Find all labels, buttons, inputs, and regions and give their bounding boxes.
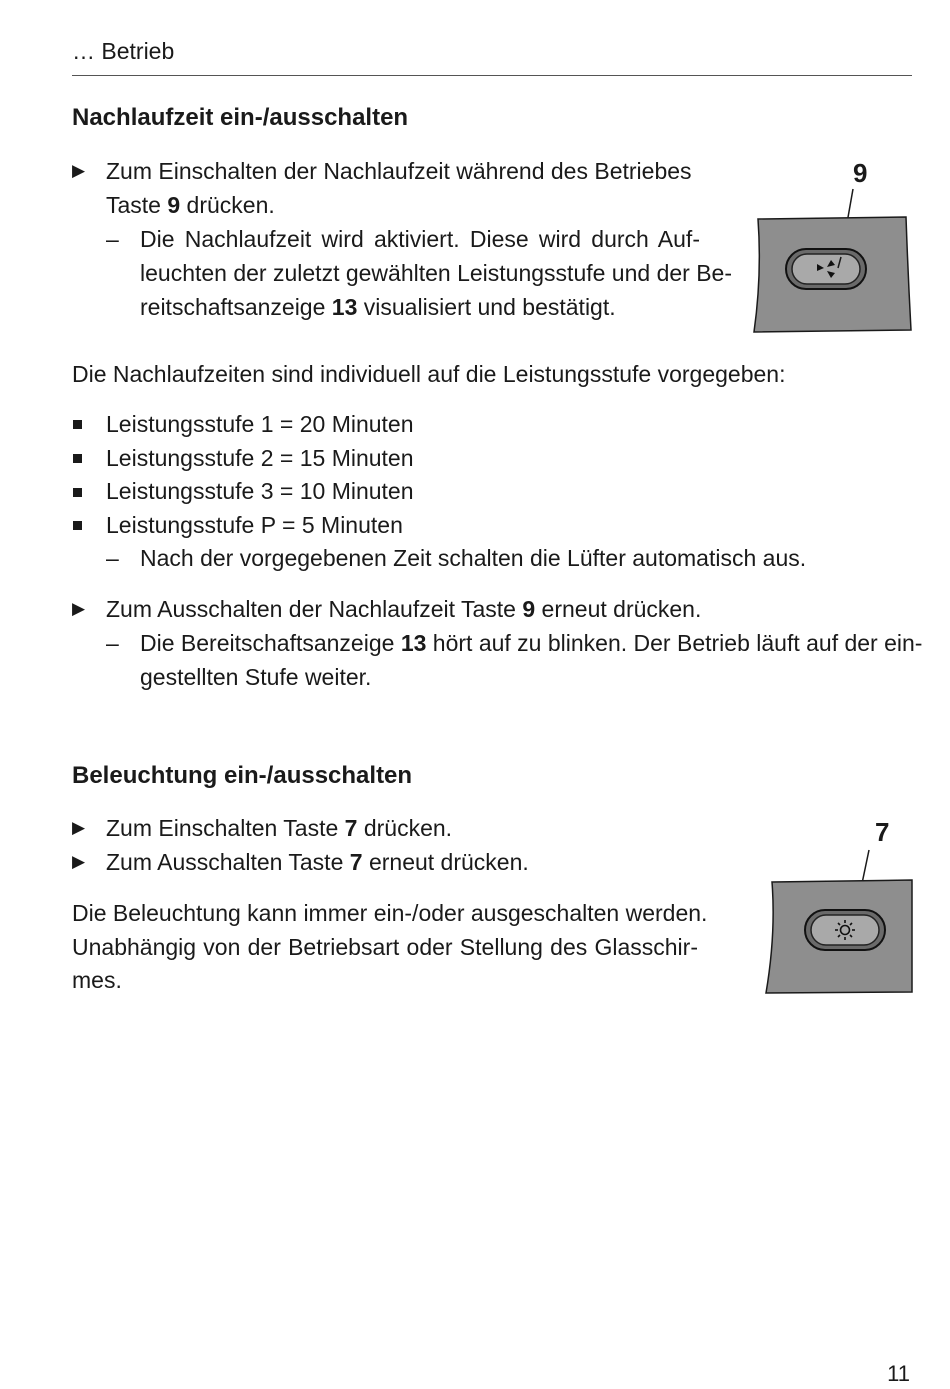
step-arrow-icon: ▶ — [72, 599, 86, 618]
result-text: Die Bereitschaftsanzeige 13 hört auf zu blinken. Der Betrieb läuft auf der ein- — [140, 630, 923, 656]
step-arrow-icon: ▶ — [72, 818, 86, 837]
figure-number: 9 — [853, 158, 868, 188]
result-dash: – — [106, 630, 119, 656]
step-text: Taste 9 drücken. — [106, 192, 275, 218]
list-item: Leistungsstufe 2 = 15 Minuten — [106, 445, 414, 471]
bullet-square-icon — [73, 521, 82, 530]
result-text: leuchten der zuletzt gewählten Leistungsstufe und der Be- — [140, 260, 732, 286]
light-button-illustration — [764, 814, 914, 996]
list-item: Leistungsstufe 3 = 10 Minuten — [106, 478, 414, 504]
figure-number: 7 — [875, 817, 890, 847]
section-heading-nachlaufzeit: Nachlaufzeit ein-/ausschalten — [72, 104, 409, 131]
paragraph-text: mes. — [72, 967, 122, 993]
paragraph-text: Unabhängig von der Betriebsart oder Stellung des Glasschir- — [72, 934, 698, 960]
list-note: Nach der vorgegebenen Zeit schalten die Lüfter automatisch aus. — [140, 545, 807, 571]
paragraph-text: Die Beleuchtung kann immer ein-/oder ausgeschalten werden. — [72, 900, 708, 926]
control-panel-figure-fan — [750, 155, 915, 335]
section-heading-beleuchtung: Beleuchtung ein-/ausschalten — [72, 762, 413, 789]
step-text: Zum Einschalten der Nachlaufzeit während des Betriebes — [106, 158, 692, 184]
step-text: Zum Ausschalten der Nachlaufzeit Taste 9 erneut drücken. — [106, 596, 702, 622]
control-panel-figure-light — [764, 814, 914, 996]
step-arrow-icon: ▶ — [72, 852, 86, 871]
intro-text: Die Nachlaufzeiten sind individuell auf die Leistungsstufe vorgegeben: — [72, 361, 786, 387]
bullet-square-icon — [73, 488, 82, 497]
result-text: gestellten Stufe weiter. — [140, 664, 372, 690]
result-text: reitschaftsanzeige 13 visualisiert und bestätigt. — [140, 294, 616, 320]
step-arrow-icon: ▶ — [72, 161, 86, 180]
list-item: Leistungsstufe P = 5 Minuten — [106, 512, 403, 538]
header-divider — [72, 75, 912, 76]
header-title: … Betrieb — [72, 38, 175, 64]
result-dash: – — [106, 226, 119, 252]
bullet-square-icon — [73, 454, 82, 463]
fan-button-illustration — [750, 155, 915, 335]
step-text: Zum Einschalten Taste 7 drücken. — [106, 815, 453, 841]
page-number: 11 — [887, 1361, 910, 1386]
result-dash: – — [106, 545, 119, 571]
bullet-square-icon — [73, 420, 82, 429]
list-item: Leistungsstufe 1 = 20 Minuten — [106, 411, 414, 437]
result-text: Die Nachlaufzeit wird aktiviert. Diese wird durch Auf- — [140, 226, 700, 252]
step-text: Zum Ausschalten Taste 7 erneut drücken. — [106, 849, 529, 875]
